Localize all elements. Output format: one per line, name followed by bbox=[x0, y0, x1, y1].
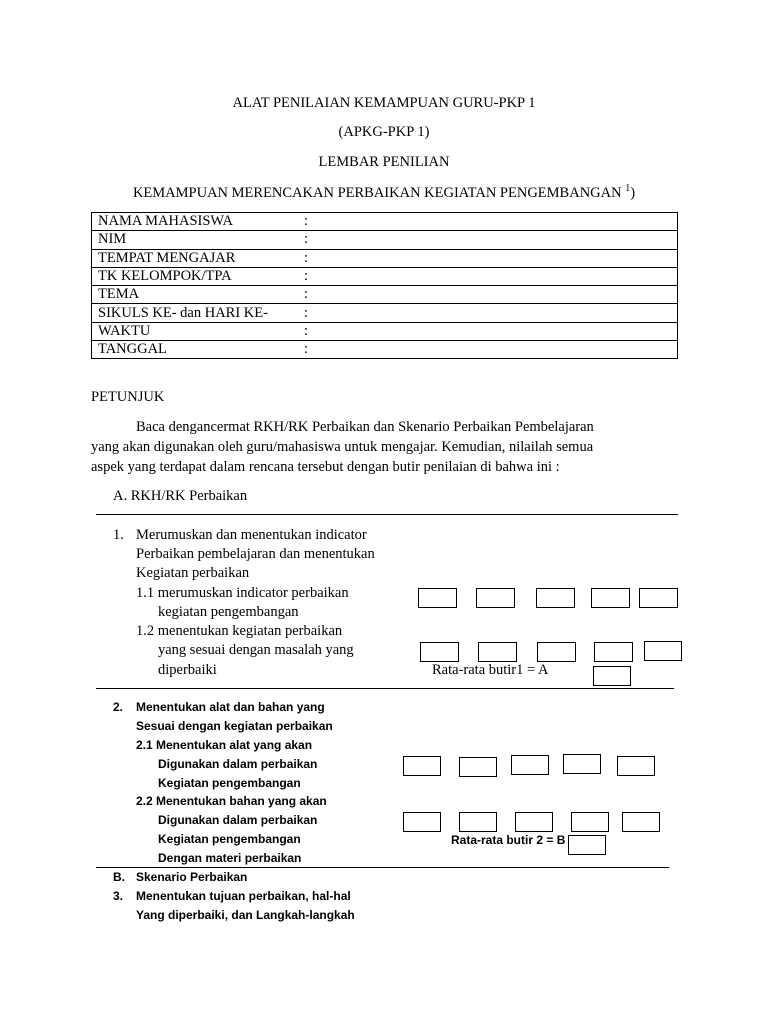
score-box[interactable] bbox=[571, 812, 609, 832]
score-box[interactable] bbox=[537, 642, 576, 662]
score-box[interactable] bbox=[403, 812, 441, 832]
row-label: TEMA bbox=[92, 286, 299, 304]
item-text: Merumuskan dan menentukan indicator bbox=[136, 527, 367, 543]
row-separator: : bbox=[298, 341, 324, 359]
table-row bbox=[92, 213, 678, 231]
score-box[interactable] bbox=[403, 756, 441, 776]
score-box[interactable] bbox=[644, 641, 682, 661]
score-box[interactable] bbox=[536, 588, 575, 608]
form-subtitle: LEMBAR PENILIAN bbox=[318, 154, 450, 170]
score-box[interactable] bbox=[418, 588, 457, 608]
row-label: TK KELOMPOK/TPA bbox=[92, 267, 299, 285]
row-separator: : bbox=[298, 267, 324, 285]
section-b-letter: B. bbox=[113, 870, 125, 884]
table-row bbox=[92, 286, 678, 304]
average-box[interactable] bbox=[593, 666, 631, 686]
row-value[interactable] bbox=[324, 213, 678, 231]
subitem-text: diperbaiki bbox=[158, 662, 217, 678]
score-box[interactable] bbox=[459, 757, 497, 777]
subitem-text: 2.2 Menentukan bahan yang akan bbox=[136, 794, 327, 808]
table-row bbox=[92, 341, 678, 359]
item-number: 1. bbox=[113, 527, 124, 543]
divider bbox=[96, 688, 674, 689]
form-code: (APKG-PKP 1) bbox=[338, 124, 430, 140]
row-separator: : bbox=[298, 213, 324, 231]
score-box[interactable] bbox=[594, 642, 633, 662]
row-label: NIM bbox=[92, 231, 299, 249]
row-separator: : bbox=[298, 286, 324, 304]
score-box[interactable] bbox=[459, 812, 497, 832]
score-box[interactable] bbox=[639, 588, 678, 608]
score-box[interactable] bbox=[476, 588, 515, 608]
subitem-text: 1.2 menentukan kegiatan perbaikan bbox=[136, 623, 343, 639]
identity-table bbox=[91, 212, 678, 359]
item-text: Kegiatan perbaikan bbox=[136, 565, 250, 581]
subitem-text: Dengan materi perbaikan bbox=[158, 851, 302, 865]
row-value[interactable] bbox=[324, 267, 678, 285]
section-a-title: A. RKH/RK Perbaikan bbox=[113, 488, 248, 504]
form-title: ALAT PENILAIAN KEMAMPUAN GURU-PKP 1 bbox=[232, 95, 536, 111]
row-separator: : bbox=[298, 249, 324, 267]
score-box[interactable] bbox=[420, 642, 459, 662]
score-box[interactable] bbox=[622, 812, 660, 832]
item-text: Menentukan tujuan perbaikan, hal-hal bbox=[136, 889, 351, 903]
item-text: Menentukan alat dan bahan yang bbox=[136, 700, 325, 714]
score-box[interactable] bbox=[563, 754, 601, 774]
row-label: TANGGAL bbox=[92, 341, 299, 359]
row-value[interactable] bbox=[324, 286, 678, 304]
row-label: NAMA MAHASISWA bbox=[92, 213, 299, 231]
score-box[interactable] bbox=[478, 642, 517, 662]
item-text: Sesuai dengan kegiatan perbaikan bbox=[136, 719, 333, 733]
item-text: Perbaikan pembelajaran dan menentukan bbox=[136, 546, 375, 562]
score-box[interactable] bbox=[591, 588, 630, 608]
subitem-text: 1.1 merumuskan indicator perbaikan bbox=[136, 585, 349, 601]
score-box[interactable] bbox=[511, 755, 549, 775]
row-value[interactable] bbox=[324, 341, 678, 359]
form-heading bbox=[0, 184, 768, 201]
row-label: TEMPAT MENGAJAR bbox=[92, 249, 299, 267]
table-row bbox=[92, 304, 678, 322]
row-separator: : bbox=[298, 322, 324, 340]
subitem-text: yang sesuai dengan masalah yang bbox=[158, 642, 354, 658]
average-label: Rata-rata butir1 = A bbox=[432, 662, 549, 678]
subitem-text: Kegiatan pengembangan bbox=[158, 832, 301, 846]
subitem-text: Kegiatan pengembangan bbox=[158, 776, 301, 790]
instructions-heading: PETUNJUK bbox=[91, 389, 165, 405]
score-box[interactable] bbox=[617, 756, 655, 776]
subitem-text: Digunakan dalam perbaikan bbox=[158, 757, 318, 771]
instructions-line: yang akan digunakan oleh guru/mahasiswa untuk mengajar. Kemudian, nilailah semua bbox=[91, 439, 594, 455]
subitem-text: kegiatan pengembangan bbox=[158, 604, 299, 620]
item-number: 3. bbox=[113, 889, 124, 903]
row-separator: : bbox=[298, 231, 324, 249]
item-text: Yang diperbaiki, dan Langkah-langkah bbox=[136, 908, 355, 922]
average-label: Rata-rata butir 2 = B bbox=[451, 833, 566, 847]
divider bbox=[96, 514, 678, 515]
row-value[interactable] bbox=[324, 322, 678, 340]
table-row bbox=[92, 231, 678, 249]
item-number: 2. bbox=[113, 700, 124, 714]
form-heading-text: KEMAMPUAN MERENCAKAN PERBAIKAN KEGIATAN PENGEMBANGAN bbox=[132, 185, 622, 201]
row-value[interactable] bbox=[324, 249, 678, 267]
row-separator: : bbox=[298, 304, 324, 322]
subitem-text: Digunakan dalam perbaikan bbox=[158, 813, 318, 827]
subitem-text: 2.1 Menentukan alat yang akan bbox=[136, 738, 313, 752]
table-row bbox=[92, 322, 678, 340]
instructions-line: aspek yang terdapat dalam rencana tersebut dengan butir penilaian di bahwa ini : bbox=[91, 459, 560, 475]
form-heading-close: ) bbox=[630, 185, 636, 201]
row-label: SIKULS KE- dan HARI KE- bbox=[92, 304, 299, 322]
score-box[interactable] bbox=[515, 812, 553, 832]
row-value[interactable] bbox=[324, 231, 678, 249]
divider bbox=[96, 867, 669, 868]
table-row bbox=[92, 267, 678, 285]
average-box[interactable] bbox=[568, 835, 606, 855]
row-label: WAKTU bbox=[92, 322, 299, 340]
row-value[interactable] bbox=[324, 304, 678, 322]
section-b-title: Skenario Perbaikan bbox=[136, 870, 248, 884]
instructions-line: Baca dengancermat RKH/RK Perbaikan dan Skenario Perbaikan Pembelajaran bbox=[136, 419, 594, 435]
footnote-mark: 1 bbox=[625, 183, 631, 194]
table-row bbox=[92, 249, 678, 267]
